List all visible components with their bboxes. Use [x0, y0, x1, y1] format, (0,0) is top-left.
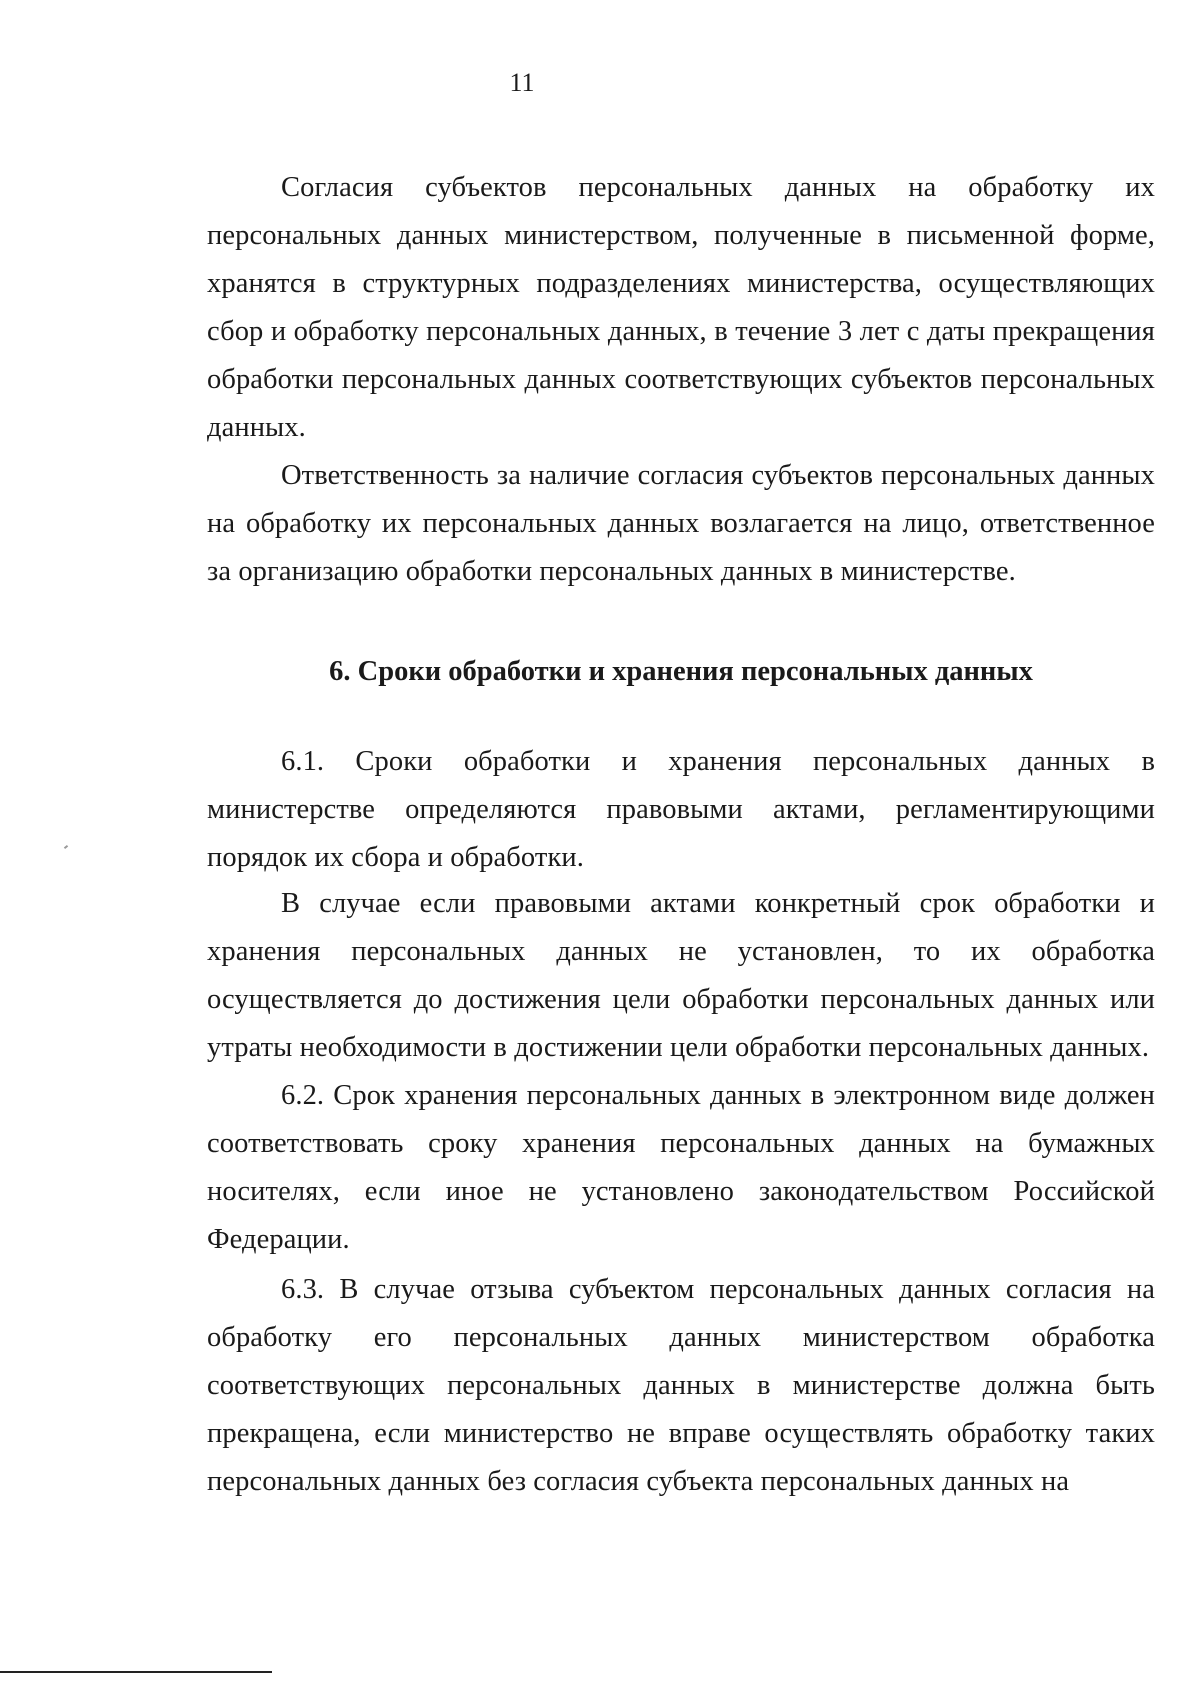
paragraph-responsibility: Ответственность за наличие согласия субъектов персональных данных на обработку их персональных данных возлагается на лицо, ответственное за организацию обработки персональных данных в министерстве. — [207, 460, 1155, 587]
scan-artifact-mark — [64, 845, 68, 849]
paragraph-6-1: 6.1. Сроки обработки и хранения персональных данных в министерстве определяются правовыми актами, регламентирующими порядок их сбора и обработки. — [207, 746, 1155, 873]
bottom-rule-line — [0, 1671, 272, 1673]
paragraph-consent-storage: Согласия субъектов персональных данных на обработку их персональных данных министерством, полученные в письменной форме, хранятся в структурных подразделениях министерства, осуществляющих сбор и обработку персональных данных, в течение 3 лет с даты прекращения обработки персональных данных соответствующих субъектов персональных данных. — [207, 172, 1155, 443]
page-number-text: 11 — [509, 68, 535, 97]
section-heading: 6. Сроки обработки и хранения персональных данных — [329, 656, 1033, 687]
paragraph-6-2: 6.2. Срок хранения персональных данных в электронном виде должен соответствовать сроку хранения персональных данных на бумажных носителях, если иное не установлено законодательством Российской Федерации. — [207, 1080, 1155, 1255]
paragraph-6-1-continued: В случае если правовыми актами конкретный срок обработки и хранения персональных данных не установлен, то их обработка осуществляется до достижения цели обработки персональных данных или утраты необходимости в достижении цели обработки персональных данных. — [207, 888, 1155, 1063]
paragraph-6-3: 6.3. В случае отзыва субъектом персональных данных согласия на обработку его персональных данных министерством обработка соответствующих персональных данных в министерстве должна быть прекращена, если министерство не вправе осуществлять обработку таких персональных данных без согласия субъекта персональных данных на — [207, 1274, 1155, 1497]
page-number — [0, 68, 1200, 98]
